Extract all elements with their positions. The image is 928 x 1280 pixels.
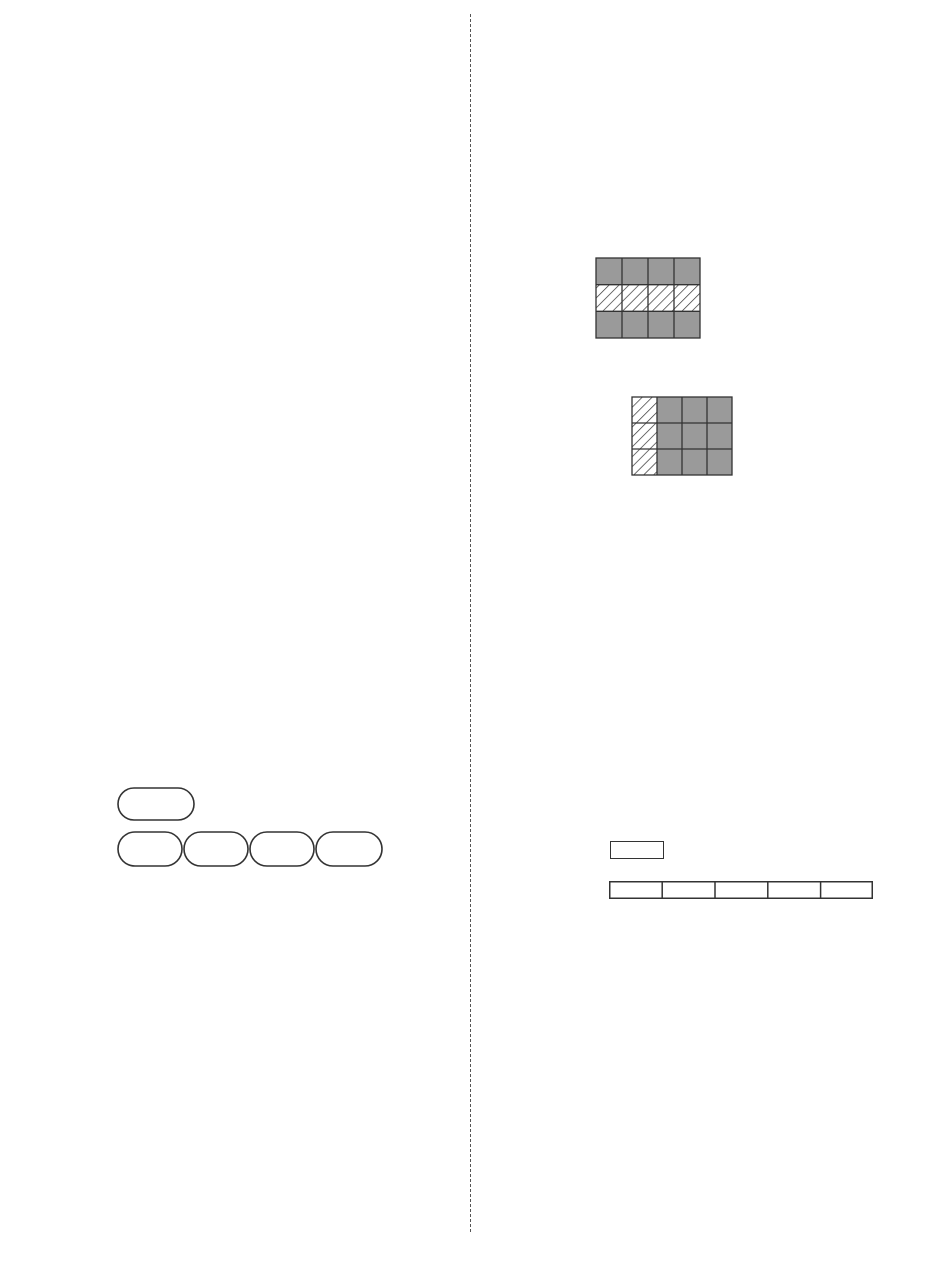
potato-bar [609, 881, 873, 899]
fraction-grid-2 [632, 397, 732, 475]
pot-group-4 [316, 832, 382, 866]
pot-group-top [118, 788, 194, 820]
pot-group-3 [250, 832, 314, 866]
branching-tree-diagram [556, 488, 796, 640]
flower-pot-groups-figure [116, 786, 396, 870]
pot-group-2 [184, 832, 248, 866]
tomato-bar [610, 841, 664, 859]
fraction-grid-1 [596, 258, 700, 338]
column-divider [470, 14, 471, 1232]
pot-group-1 [118, 832, 182, 866]
